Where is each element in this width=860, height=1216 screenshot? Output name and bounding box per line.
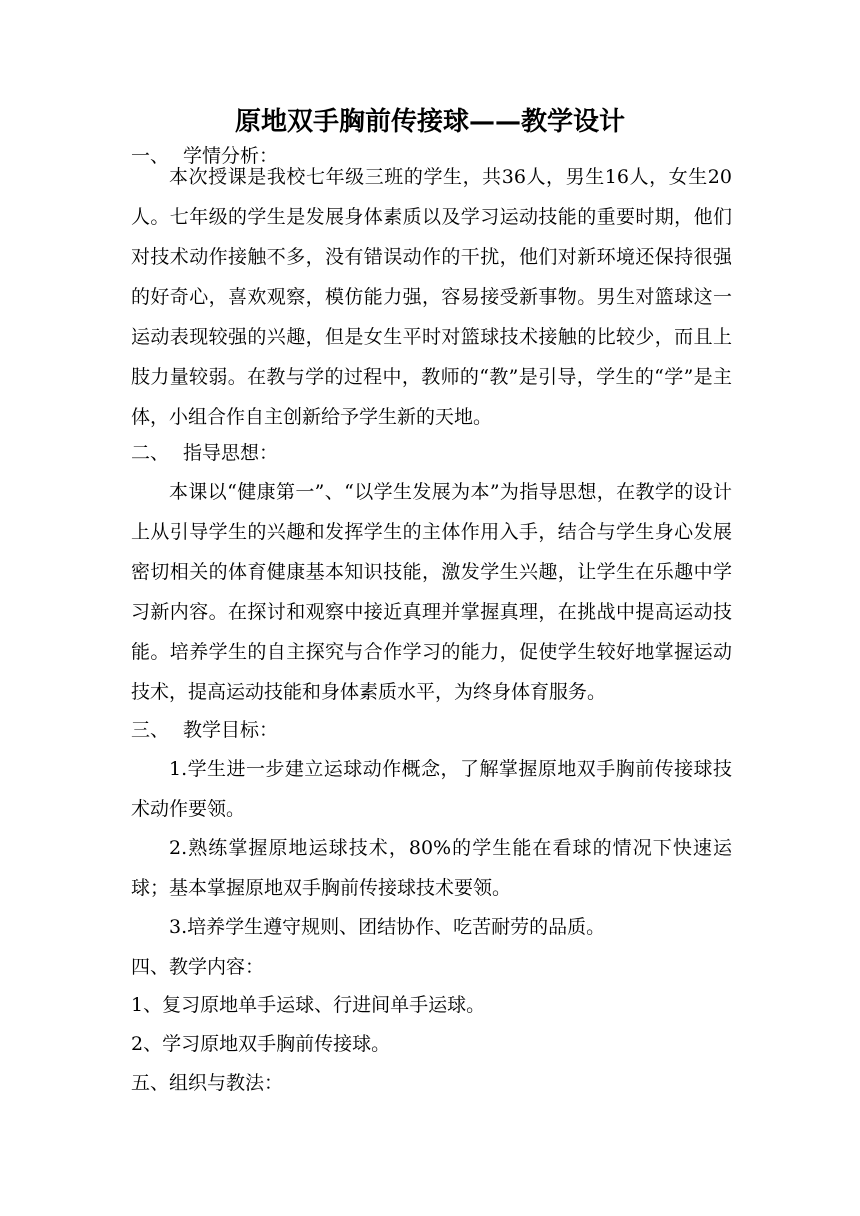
section-heading-text: 教学目标： — [183, 719, 279, 741]
section-number: 三、 — [131, 719, 170, 741]
section-heading-text: 指导思想： — [183, 442, 279, 464]
section-heading-text: 学情分析： — [183, 145, 279, 167]
objective-item: 2.熟练掌握原地运球技术，80%的学生能在看球的情况下快速运球；基本掌握原地双手胸前传接球技术要领。 — [131, 837, 732, 899]
section-number: 二、 — [131, 442, 170, 464]
section-heading-5: 五、组织与教法： — [131, 1072, 284, 1094]
paragraph: 本课以“健康第一”、“以学生发展为本”为指导思想，在教学的设计上从引导学生的兴趣和发挥学生的主体作用入手，结合与学生身心发展密切相关的体育健康基本知识技能，激发学生兴趣，让学生在乐趣中学习新内容。在探讨和观察中接近真理并掌握真理，在挑战中提高运动技能。培养学生的自主探究与合作学习的能力，促使学生较好地掌握运动技术，提高运动技能和身体素质水平，为终身体育服务。 — [131, 481, 732, 703]
objective-item: 1.学生进一步建立运球动作概念，了解掌握原地双手胸前传接球技术动作要领。 — [131, 758, 732, 820]
section-heading-2 — [131, 438, 278, 468]
content-item: 2、学习原地双手胸前传接球。 — [131, 1033, 391, 1055]
section-number: 一、 — [131, 145, 170, 167]
section-heading-4: 四、教学内容： — [131, 956, 265, 978]
objective-item: 3.培养学生遵守规则、团结协作、吃苦耐劳的品质。 — [169, 916, 606, 938]
section-heading-3 — [131, 715, 278, 745]
paragraph: 本次授课是我校七年级三班的学生，共36人，男生16人，女生20人。七年级的学生是发展身体素质以及学习运动技能的重要时期，他们对技术动作接触不多，没有错误动作的干扰，他们对新环境还保持很强的好奇心，喜欢观察，模仿能力强，容易接受新事物。男生对篮球这一运动表现较强的兴趣，但是女生平时对篮球技术接触的比较少，而且上肢力量较弱。在教与学的过程中，教师的“教”是引导，学生的“学”是主体，小组合作自主创新给予学生新的天地。 — [131, 166, 732, 428]
document-title: 原地双手胸前传接球——教学设计 — [234, 107, 625, 137]
content-item: 1、复习原地单手运球、行进间单手运球。 — [131, 994, 486, 1016]
